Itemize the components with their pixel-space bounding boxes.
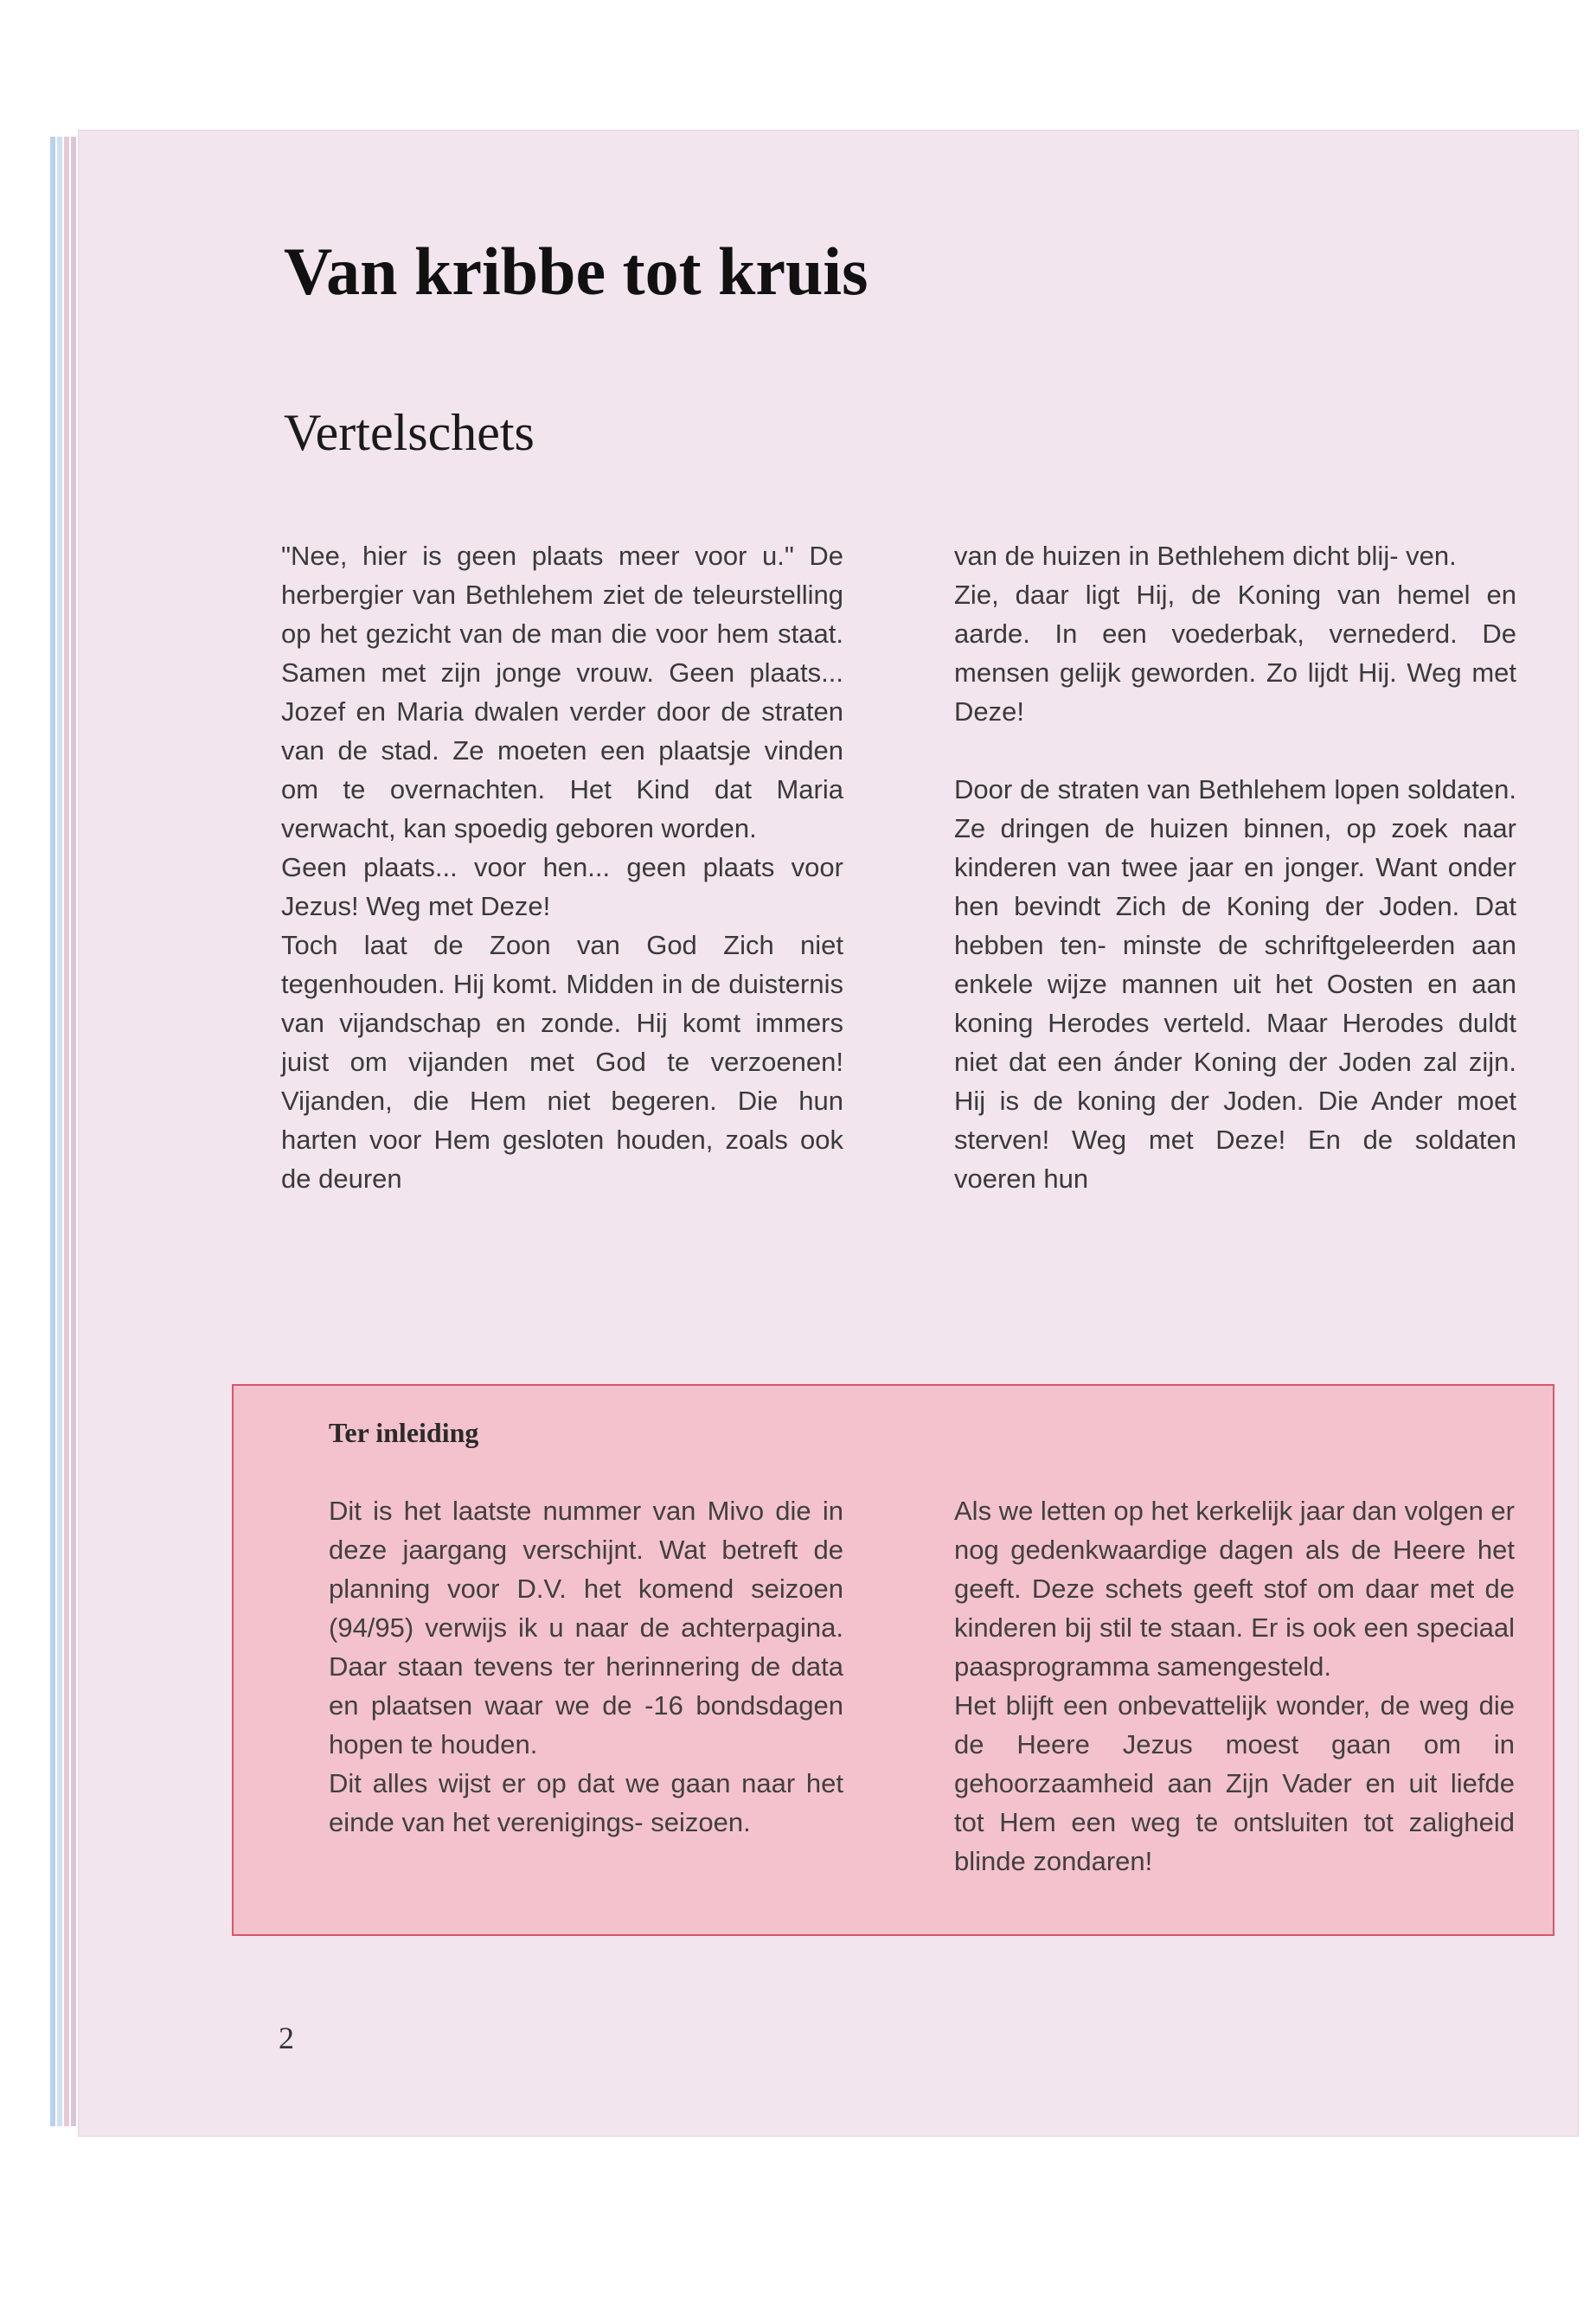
story-paragraph: van de huizen in Bethlehem dicht blij- ven. [954,541,1457,571]
page-edge-stack [50,137,55,2126]
intro-paragraph: Als we letten op het kerkelijk jaar dan volgen er nog gedenkwaardige dagen als de Heere het geeft. Deze schets geeft stof om daar met de kinderen bij stil te staan. Er is ook een speciaal paasprogramma samengesteld. [954,1496,1515,1682]
intro-column-right [954,1491,1515,1881]
story-paragraph: Zie, daar ligt Hij, de Koning van hemel en aarde. In een voederbak, vernederd. De mensen gelijk geworden. Zo lijdt Hij. Weg met Deze! [954,580,1516,727]
story-column-right [954,536,1516,1198]
story-paragraph: Door de straten van Bethlehem lopen soldaten. Ze dringen de huizen binnen, op zoek naar kinderen van twee jaar en jonger. Want onder hen bevindt Zich de Koning der Joden. Dat hebben ten- minste de schriftgeleerden aan enkele wijze mannen uit het Oosten en aan koning Herodes verteld. Maar Herodes duldt niet dat een ánder Koning der Joden zal zijn. Hij is de koning der Joden. Die Ander moet sterven! Weg met Deze! En de soldaten voeren hun [954,774,1516,1194]
page-edge-stack [71,137,76,2126]
story-paragraph: Geen plaats... voor hen... geen plaats voor Jezus! Weg met Deze! [281,852,843,921]
story-column-left [281,536,843,1198]
story-paragraph: "Nee, hier is geen plaats meer voor u." De herbergier van Bethlehem ziet de teleurstelling op het gezicht van de man die voor hem staat. Samen met zijn jonge vrouw. Geen plaats... Jozef en Maria dwalen verder door de straten van de stad. Ze moeten een plaatsje vinden om te overnachten. Het Kind dat Maria verwacht, kan spoedig geboren worden. [281,541,843,843]
section-subtitle: Vertelschets [284,404,535,461]
story-paragraph: Toch laat de Zoon van God Zich niet tegenhouden. Hij komt. Midden in de duisternis van vijandschap en zonde. Hij komt immers juist om vijanden met God te verzoenen! Vijanden, die Hem niet begeren. Die hun harten voor Hem gesloten houden, zoals ook de deuren [281,930,843,1194]
page-edge-stack [57,137,62,2126]
page-edge-stack [64,137,69,2126]
page-title: Van kribbe tot kruis [284,234,869,309]
intro-paragraph: Dit alles wijst er op dat we gaan naar het einde van het verenigings- seizoen. [329,1768,843,1837]
page-number: 2 [279,2021,294,2055]
intro-column-left [329,1491,843,1842]
intro-heading: Ter inleiding [329,1417,479,1448]
intro-box [232,1384,1554,1936]
intro-paragraph: Dit is het laatste nummer van Mivo die in deze jaargang verschijnt. Wat betreft de planning voor D.V. het komend seizoen (94/95) verwijs ik u naar de achterpagina. Daar staan tevens ter herinnering de data en plaatsen waar we de -16 bondsdagen hopen te houden. [329,1496,843,1759]
intro-paragraph: Het blijft een onbevattelijk wonder, de weg die de Heere Jezus moest gaan om in gehoorzaamheid aan Zijn Vader en uit liefde tot Hem een weg te ontsluiten tot zaligheid blinde zondaren! [954,1690,1515,1876]
